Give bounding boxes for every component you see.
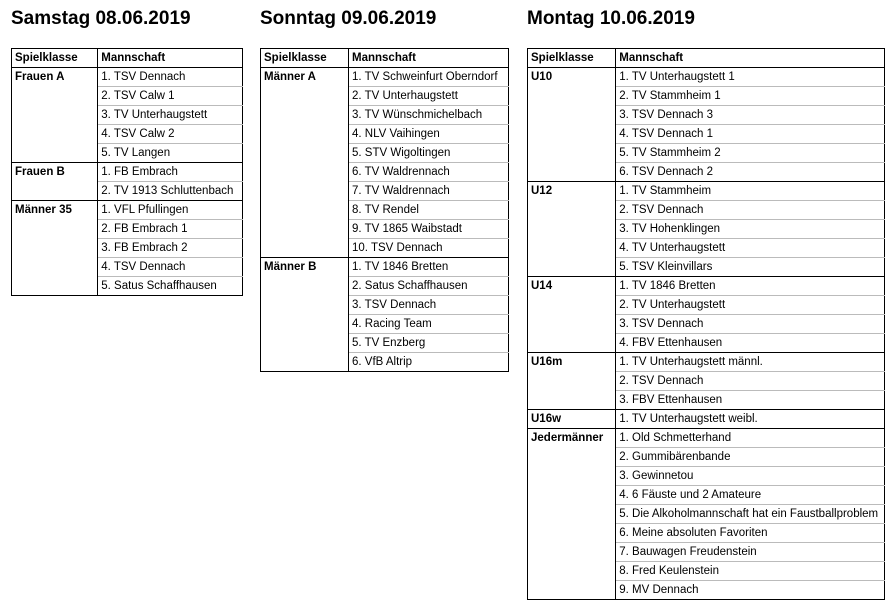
team-cell: 3. TSV Dennach 3 [616,106,885,125]
table-row [528,182,885,201]
team-cell: 5. Die Alkoholmannschaft hat ein Faustballproblem [616,505,885,524]
class-cell: U14 [528,277,616,353]
team-cell: 2. TV Unterhaugstett [616,296,885,315]
team-cell: 1. TSV Dennach [98,68,243,87]
table-row [528,277,885,296]
team-cell: 2. FB Embrach 1 [98,220,243,239]
team-cell: 3. TV Wünschmichelbach [349,106,509,125]
column-header-class: Spielklasse [528,49,616,68]
team-cell: 3. TSV Dennach [616,315,885,334]
team-cell: 1. TV Unterhaugstett weibl. [616,410,885,429]
team-cell: 2. TV Unterhaugstett [349,87,509,106]
team-cell: 4. TV Unterhaugstett [616,239,885,258]
team-cell: 4. TSV Dennach 1 [616,125,885,144]
team-cell: 2. TSV Calw 1 [98,87,243,106]
team-cell: 7. Bauwagen Freudenstein [616,543,885,562]
team-cell: 2. TV Stammheim 1 [616,87,885,106]
column-header-team: Mannschaft [98,49,243,68]
team-cell: 6. TSV Dennach 2 [616,163,885,182]
team-cell: 1. FB Embrach [98,163,243,182]
team-cell: 1. TV Unterhaugstett 1 [616,68,885,87]
team-cell: 4. Racing Team [349,315,509,334]
schedule-table [11,48,243,296]
table-row [261,68,509,87]
header-row [261,49,509,68]
column-header-team: Mannschaft [616,49,885,68]
class-cell: Männer 35 [12,201,98,296]
table-row [528,410,885,429]
class-cell: Männer B [261,258,349,372]
class-cell: Frauen B [12,163,98,201]
team-cell: 1. VFL Pfullingen [98,201,243,220]
team-cell: 1. TV 1846 Bretten [616,277,885,296]
day-title: Sonntag 09.06.2019 [260,8,437,29]
team-cell: 6. Meine absoluten Favoriten [616,524,885,543]
header-row [528,49,885,68]
team-cell: 3. TSV Dennach [349,296,509,315]
day-title: Samstag 08.06.2019 [11,8,191,29]
schedule-table [527,48,885,600]
class-cell: U12 [528,182,616,277]
team-cell: 7. TV Waldrennach [349,182,509,201]
header-row [12,49,243,68]
class-cell: Jedermänner [528,429,616,600]
schedule-table [260,48,509,372]
table-row [528,68,885,87]
team-cell: 3. Gewinnetou [616,467,885,486]
team-cell: 4. 6 Fäuste und 2 Amateure [616,486,885,505]
table-row [528,353,885,372]
column-header-class: Spielklasse [261,49,349,68]
team-cell: 2. Gummibärenbande [616,448,885,467]
table-row [261,258,509,277]
table-row [12,201,243,220]
team-cell: 3. FB Embrach 2 [98,239,243,258]
team-cell: 3. TV Hohenklingen [616,220,885,239]
team-cell: 2. TSV Dennach [616,201,885,220]
table-row [12,68,243,87]
team-cell: 1. TV 1846 Bretten [349,258,509,277]
team-cell: 9. MV Dennach [616,581,885,600]
table-row [528,429,885,448]
table-row [12,163,243,182]
team-cell: 5. TV Enzberg [349,334,509,353]
team-cell: 4. TSV Calw 2 [98,125,243,144]
team-cell: 1. Old Schmetterhand [616,429,885,448]
team-cell: 3. TV Unterhaugstett [98,106,243,125]
team-cell: 5. Satus Schaffhausen [98,277,243,296]
team-cell: 8. Fred Keulenstein [616,562,885,581]
team-cell: 8. TV Rendel [349,201,509,220]
team-cell: 9. TV 1865 Waibstadt [349,220,509,239]
team-cell: 2. TSV Dennach [616,372,885,391]
team-cell: 1. TV Unterhaugstett männl. [616,353,885,372]
column-header-class: Spielklasse [12,49,98,68]
team-cell: 2. TV 1913 Schluttenbach [98,182,243,201]
team-cell: 5. TSV Kleinvillars [616,258,885,277]
team-cell: 6. TV Waldrennach [349,163,509,182]
team-cell: 5. TV Stammheim 2 [616,144,885,163]
class-cell: U10 [528,68,616,182]
team-cell: 6. VfB Altrip [349,353,509,372]
team-cell: 4. TSV Dennach [98,258,243,277]
team-cell: 4. FBV Ettenhausen [616,334,885,353]
team-cell: 10. TSV Dennach [349,239,509,258]
team-cell: 2. Satus Schaffhausen [349,277,509,296]
team-cell: 5. STV Wigoltingen [349,144,509,163]
class-cell: U16w [528,410,616,429]
class-cell: Männer A [261,68,349,258]
team-cell: 1. TV Stammheim [616,182,885,201]
team-cell: 3. FBV Ettenhausen [616,391,885,410]
column-header-team: Mannschaft [349,49,509,68]
day-title: Montag 10.06.2019 [527,8,695,29]
team-cell: 5. TV Langen [98,144,243,163]
class-cell: U16m [528,353,616,410]
class-cell: Frauen A [12,68,98,163]
team-cell: 1. TV Schweinfurt Oberndorf [349,68,509,87]
team-cell: 4. NLV Vaihingen [349,125,509,144]
